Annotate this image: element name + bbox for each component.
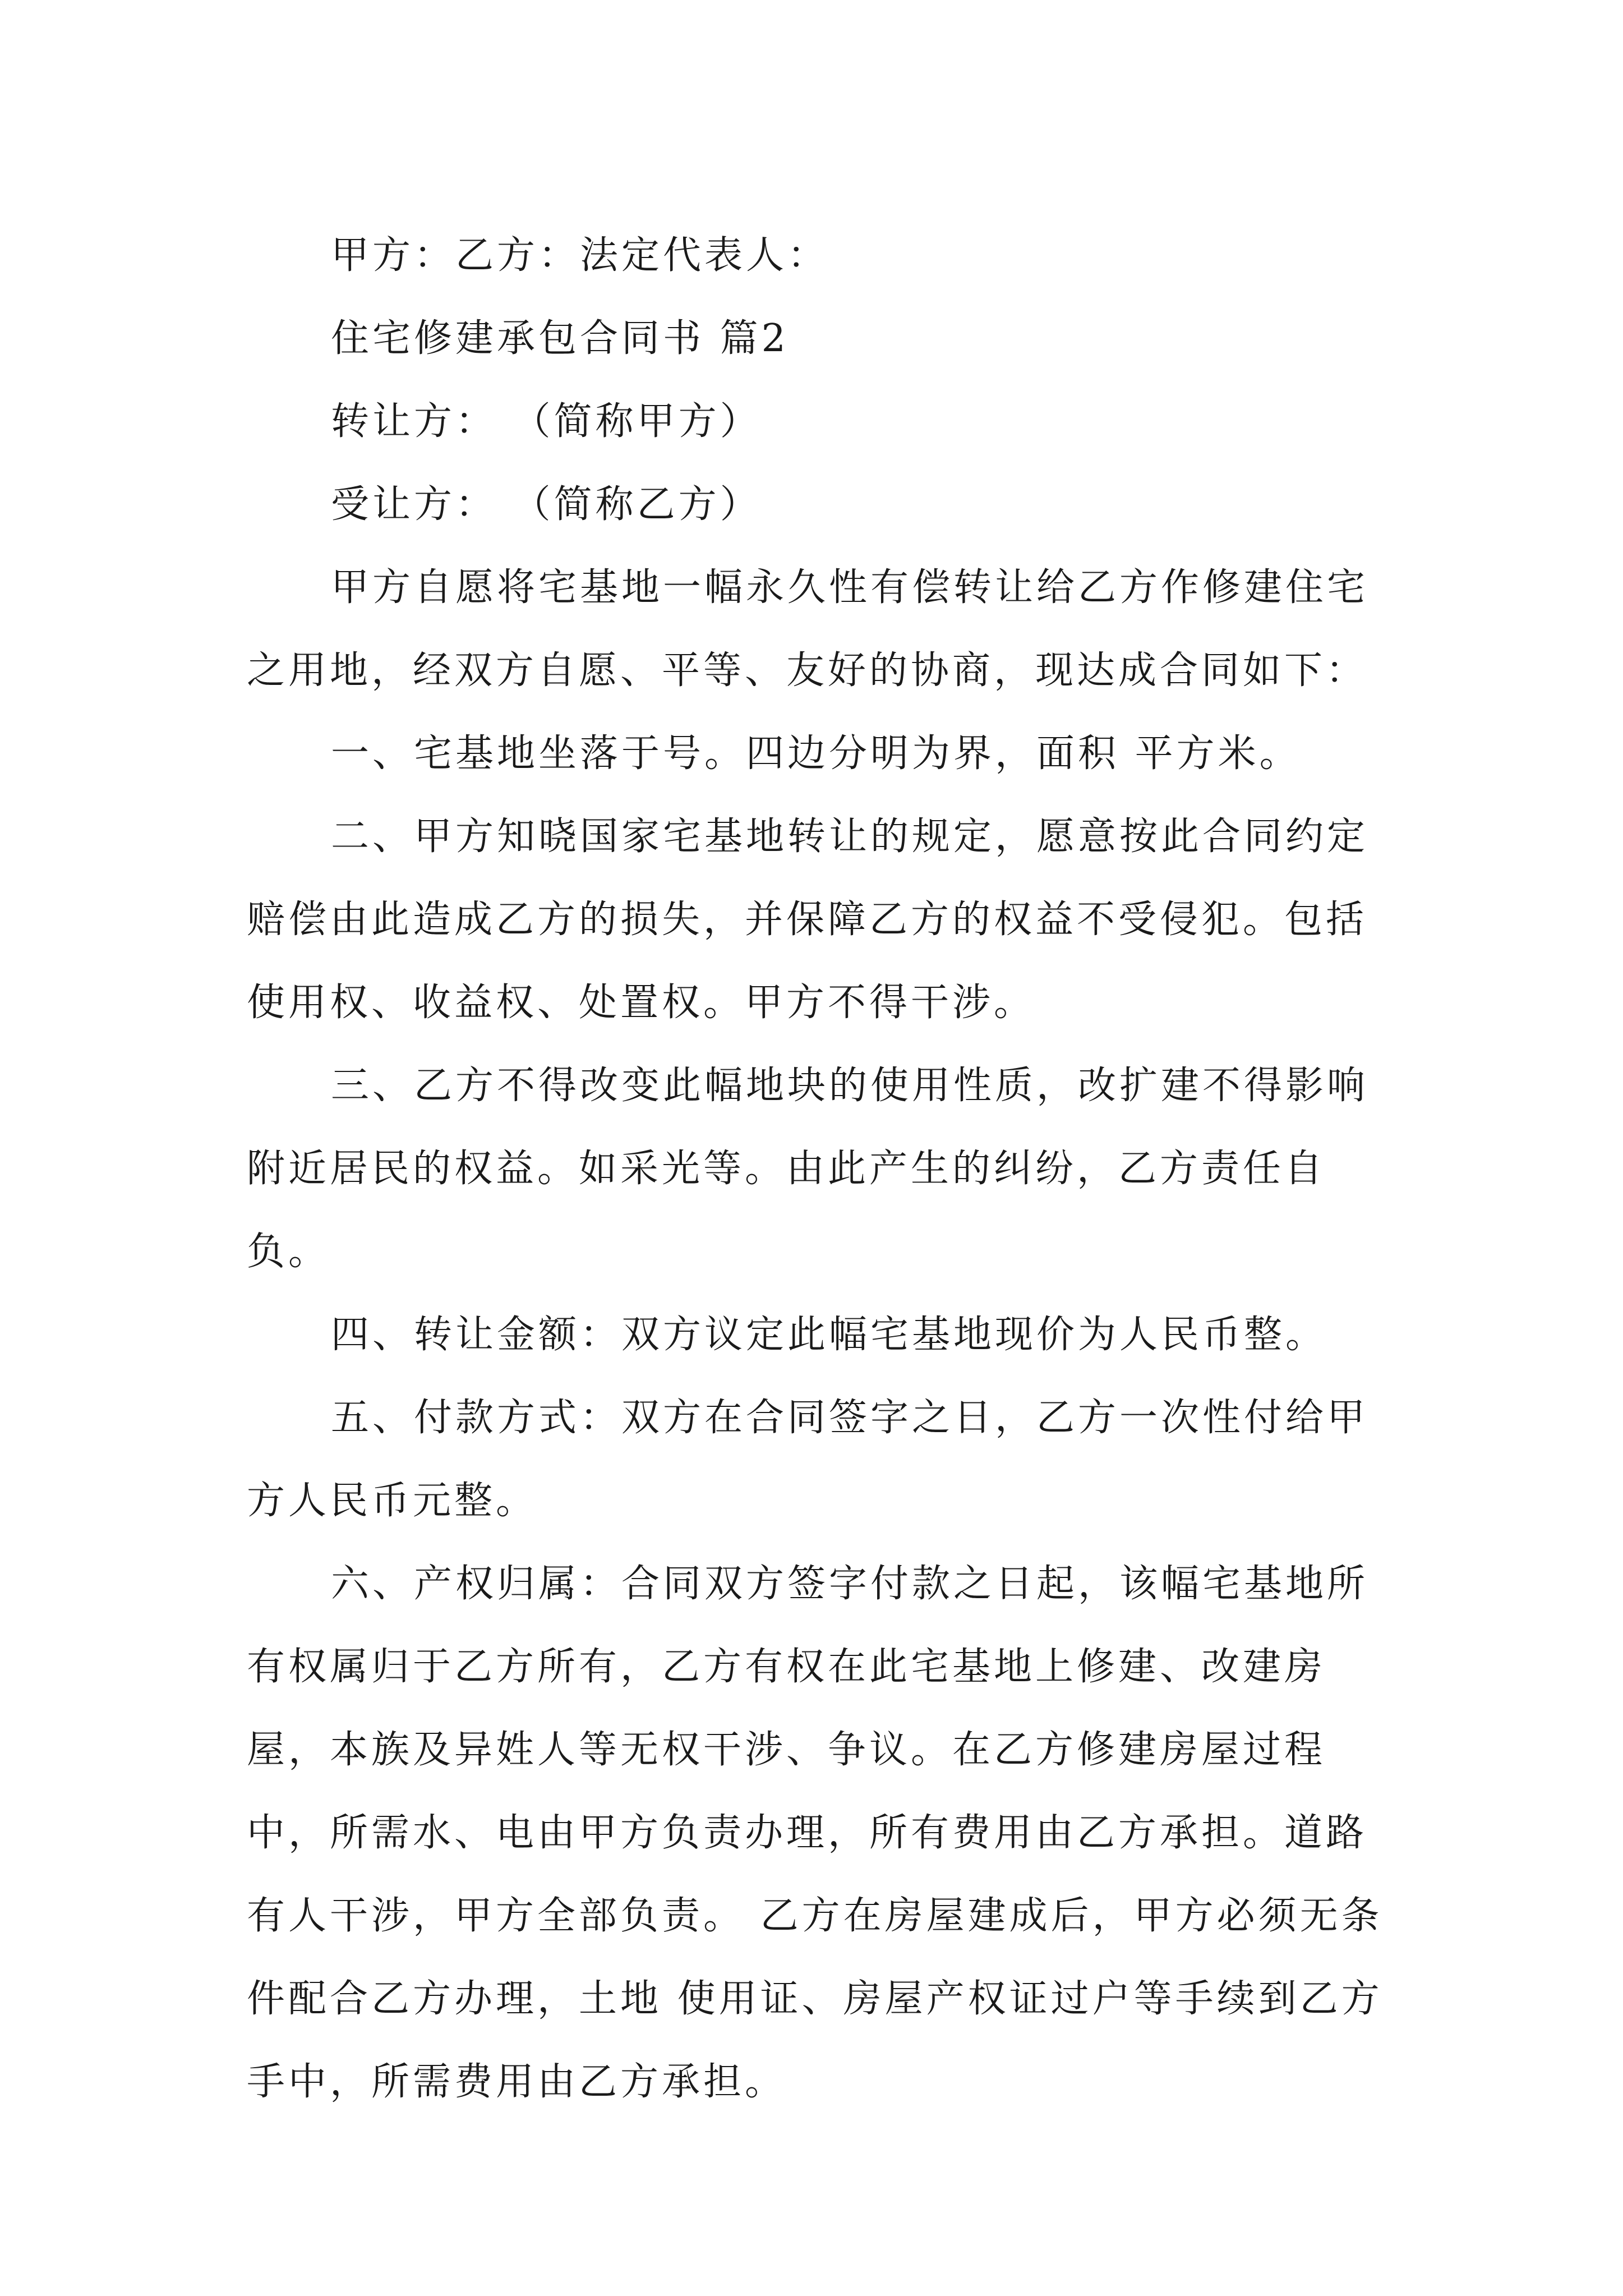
document-title: 住宅修建承包合同书 篇2 bbox=[331, 316, 789, 361]
clause-6: 六、产权归属：合同双方签字付款之日起，该幅宅基地所有权属归于乙方所有，乙方有权在此宅基地上修建、改建房屋，本族及异姓人等无权干涉、争议。在乙方修建房屋过程中，所需水、电由甲方负责办理，所有费用由乙方承担。道路有人干涉，甲方全部负责。 乙方在房屋建成后，甲方必须无条件配合乙方办理，土地 使用证、房屋产权证过户等手续到乙方手中，所需费用由乙方承担。 bbox=[247, 1562, 1383, 2104]
parties-line: 甲方：乙方：法定代表人： bbox=[331, 233, 829, 278]
transferor-line: 转让方： （简称甲方） bbox=[331, 399, 762, 444]
preamble-paragraph: 甲方自愿将宅基地一幅永久性有偿转让给乙方作修建住宅之用地，经双方自愿、平等、友好的协商，现达成合同如下： bbox=[247, 565, 1369, 693]
clause-3: 三、乙方不得改变此幅地块的使用性质，改扩建不得影响附近居民的权益。如采光等。由此产生的纠纷，乙方责任自负。 bbox=[247, 1064, 1369, 1274]
clause-4: 四、转让金额：双方议定此幅宅基地现价为人民币整。 bbox=[331, 1313, 1327, 1357]
document-body bbox=[247, 214, 1394, 2124]
clause-1: 一、宅基地坐落于号。四边分明为界，面积 平方米。 bbox=[331, 731, 1301, 776]
clause-5: 五、付款方式：双方在合同签字之日，乙方一次性付给甲方人民币元整。 bbox=[247, 1396, 1369, 1523]
transferee-line: 受让方： （简称乙方） bbox=[331, 482, 762, 527]
clause-2: 二、甲方知晓国家宅基地转让的规定，愿意按此合同约定赔偿由此造成乙方的损失，并保障乙方的权益不受侵犯。包括使用权、收益权、处置权。甲方不得干涉。 bbox=[247, 815, 1369, 1025]
